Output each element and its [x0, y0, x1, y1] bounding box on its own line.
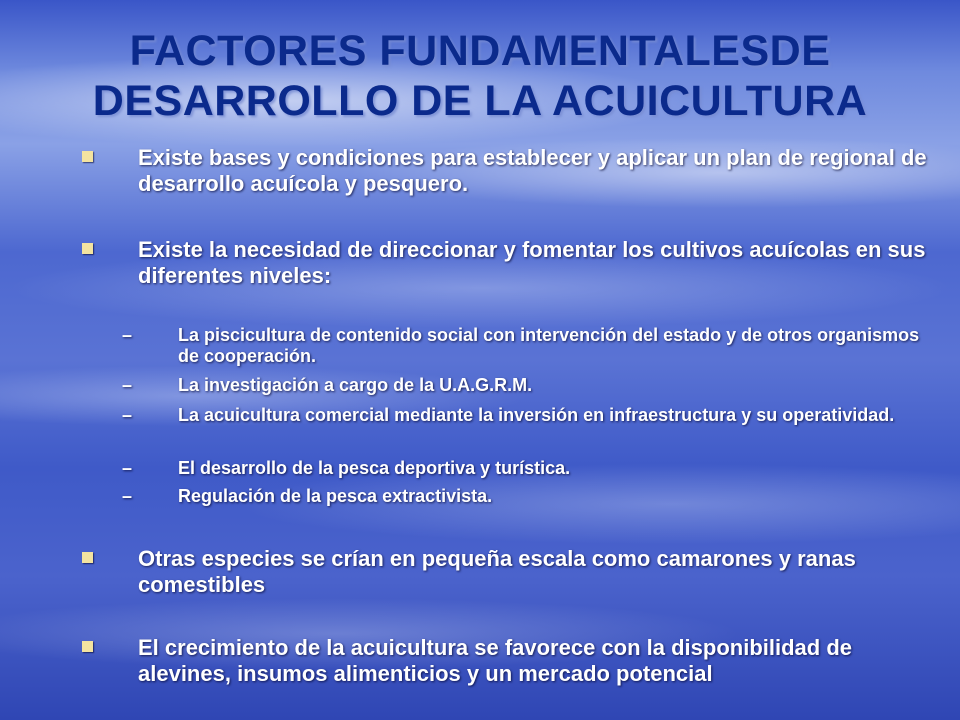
dash-bullet-icon: –: [122, 486, 133, 506]
bullet-item: [138, 635, 928, 687]
sub-bullet-text: La piscicultura de contenido social con intervención del estado y de otros organismos de cooperación.: [178, 325, 920, 366]
bullet-item: [138, 145, 928, 197]
bullet-text: El crecimiento de la acuicultura se favorece con la disponibilidad de alevines, insumos alimenticios y un mercado potencial: [138, 635, 853, 686]
square-bullet-icon: [82, 641, 93, 652]
sub-bullet-text: La investigación a cargo de la U.A.G.R.M.: [178, 375, 533, 395]
slide-title: [20, 26, 940, 126]
sub-bullet-text: Regulación de la pesca extractivista.: [178, 486, 493, 506]
sub-bullet-text: El desarrollo de la pesca deportiva y turística.: [178, 458, 571, 478]
sub-bullet-text: La acuicultura comercial mediante la inversión en infraestructura y su operatividad.: [178, 405, 895, 425]
dash-bullet-icon: –: [122, 375, 133, 395]
bullet-text: Otras especies se crían en pequeña escala como camarones y ranas comestibles: [138, 546, 856, 597]
dash-bullet-icon: –: [122, 458, 133, 478]
square-bullet-icon: [82, 151, 93, 162]
sub-bullet-item: [122, 325, 930, 367]
bullet-item: [138, 237, 928, 289]
bullet-text: Existe la necesidad de direccionar y fomentar los cultivos acuícolas en sus diferentes niveles:: [138, 237, 926, 288]
sub-bullet-item: [122, 458, 930, 479]
square-bullet-icon: [82, 552, 93, 563]
bullet-text: Existe bases y condiciones para establecer y aplicar un plan de regional de desarrollo acuícola y pesquero.: [138, 145, 927, 196]
sub-bullet-item: [122, 375, 930, 396]
bullet-item: [138, 546, 928, 598]
sub-bullet-item: [122, 405, 930, 426]
sub-bullet-item: [122, 486, 930, 507]
title-line-1: FACTORES FUNDAMENTALESDE: [129, 27, 831, 75]
square-bullet-icon: [82, 243, 93, 254]
dash-bullet-icon: –: [122, 325, 133, 345]
dash-bullet-icon: –: [122, 405, 133, 425]
title-line-2: DESARROLLO DE LA ACUICULTURA: [92, 77, 868, 125]
